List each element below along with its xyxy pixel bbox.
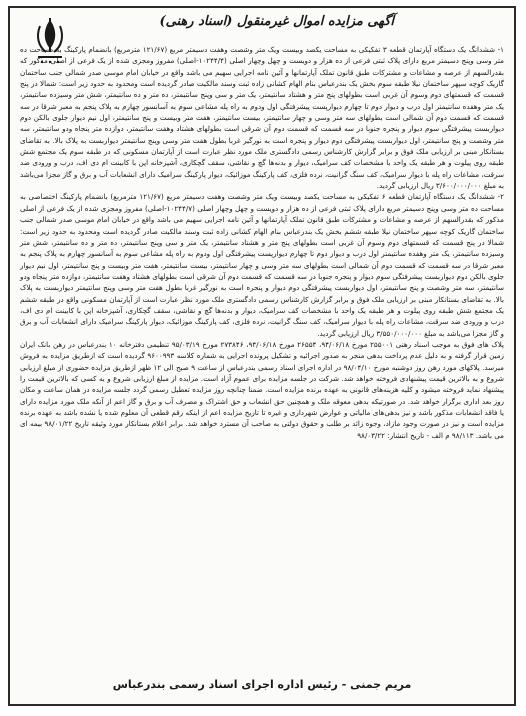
signature-line: مریم جمنی - رئیس اداره اجرای اسناد رسمی بندرعباس <box>112 678 412 691</box>
notice-footer <box>20 672 504 698</box>
notice-frame <box>8 6 516 706</box>
notice-header <box>10 8 514 48</box>
notice-body: ۱- ششدانگ یک دستگاه آپارتمان قطعه ۳ تفکیکی به مساحت یکصد وبیست ویک متر وشصت وهفت دسیمتر مربع (۱۲۱/۶۷ مترمربع) بانضمام پارکینگ به مساحت ده متر وسی وپنج دسیمتر مربع دارای پلاک ثبتی فرعی از ده هزار و دویست و چهل وچهار اصلی (۱۰۲۴۴/۴-اصلی) مفروز ومجزی شده از یک فرعی از اصلی مذکور که بقدرالسهم از عرصه و مشاعات و مشترکات طبق قانون تملک آپارتمانها و آئین نامه اجرایی سهیم می باشد واقع در خیابان امام موسی صدر شمالی جنب ساختمان گاریک کوچه سپهر ساختمان نیلا طبقه سوم بخش یک بندرعباس بنام الهام کشانی زاده ثبت وسند مالکیت صادر گردیده است ومحدود به حدود زیر است: شمالا در پنج قسمت که قسمتهای دوم وسوم آن غربی است بطولهای پنج متر و هشتاد سانتیمتر، یک متر و سی وپنج سانتیمتر، ده متر و ده سانتیمتر، شش متر وسیزده سانتیمتر، یک متر وهفده سانتیمتر اول درب و دیوار دوم تا چهارم دیوارپست پیشرفتگی اول ودوم به راه پله مشاعی سوم به آسانسور چهارم به پلاک پنجم به معبر شرقا در سه قسمت که قسمت دوم آن شمالی است بطولهای سه متر وسی و چهار سانتیمتر، بیست سانتیمتر، هفت متر وبیست و پنج سانتیمتر، اول نیم دیوار جلوی بالکن دوم دیواربست پیشرفتگی سوم دیوار و پنجره جنوبا در سه قسمت که قسمت دوم آن شرقی است بطولهای هشتاد وهفت سانتیمتر، دوازده متر پنجاه ودو سانتیمتر، سه متر وشصت و پنج سانتیمتر، اول دیواربست پیشرفتگی دوم دیوار و پنجره است به نورگیر غربا بطول هفت متر وسی وپنج سانتیمتر دیواربست به پلاک بالا. به تقاضای بستانکار مبنی بر ارزیابی ملک فوق و برابر گزارش کارشناس رسمی دادگستری ملک مورد نظر عبارت است از آپارتمان مسکونی که در طبقه سوم یک مجتمع شش طبقه روی پیلوت و هر طبقه یک واحد با مشخصات کف سرامیک، دیوار و بدنه‌ها گچ و نقاشی، سقف گچکاری، آشپزخانه اپن با کابینت ام دی اف، درب و ورودی ضد سرقت، مشاعات راه پله با دیوار سرامیک، کف سنگ گرانیت، نرده فلزی، کف پارکینگ موزائیک، دیوار پارکینگ سرامیک دارای انشعابات آب و برق و گاز مجزا می‌باشد به مبلغ ۳/۶۰۰/۰۰۰/۰۰۰ ریال ارزیابی گردید. ۲- ششدانگ یک دستگاه آپارتمان قطعه ۶ تفکیکی به مساحت یکصد وبیست ویک متر وشصت وهفت دسیمتر مربع (۱۲۱/۶۷ مترمربع) بانضمام پارکینگ اختصاصی به مساحت ده متر وسی وپنج دسیمتر مربع دارای پلاک ثبتی فرعی از ده هزار و دویست و چهل وچهار اصلی (۱۰۲۴۴/۷-اصلی) مفروز ومجزی شده از یک فرعی از اصلی مذکور که بقدرالسهم از عرصه و مشاعات و مشترکات طبق قانون تملک آپارتمانها و آئین نامه اجرایی سهیم می باشد واقع در خیابان امام موسی صدر شمالی جنب ساختمان گاریک کوچه سپهر ساختمان نیلا طبقه ششم بخش یک بندرعباس بنام الهام کشانی زاده ثبت وسند مالکیت صادر گردیده است ومحدود به حدود زیر است: شمالا در پنج قسمت که قسمتهای دوم وسوم آن غربی است بطولهای پنج متر و هشتاد سانتیمتر، یک متر و سی وپنج سانتیمتر، ده متر و ده سانتیمتر، شش متر وسیزده سانتیمتر، یک متر وهفده سانتیمتر اول درب و دیوار دوم تا چهارم دیوارپست پیشرفتگی اول ودوم به راه پله مشاعی سوم به آسانسور چهارم به پلاک پنجم به معبر شرقا در سه قسمت که قسمت دوم آن شمالی است بطولهای سه متر وسی و چهار سانتیمتر، بیست سانتیمتر، هفت متر وبیست و پنج سانتیمتر، اول نیم دیوار جلوی بالکن دوم دیواربست پیشرفتگی سوم دیوار و پنجره جنوبا در سه قسمت که قسمت دوم آن شرقی است بطولهای هشتاد وهفت سانتیمتر، دوازده متر پنجاه ودو سانتیمتر، سه متر وشصت و پنج سانتیمتر، اول دیواربست پیشرفتگی دوم دیوار و پنجره است به نورگیر غربا بطول هفت متر وسی وپنج سانتیمتر دیواربست به پلاک بالا. به تقاضای بستانکار مبنی بر ارزیابی ملک فوق و برابر گزارش کارشناس رسمی دادگستری ملک مورد نظر عبارت است از آپارتمان مسکونی واقع در طبقه ششم یک مجتمع شش طبقه روی پیلوت و هر طبقه یک واحد با مشخصات کف سرامیک، دیوار و بدنه‌ها گچ و نقاشی، سقف گچکاری، آشپزخانه اپن با کابینت ام دی اف، درب و ورودی ضد سرقت، مشاعات راه پله با دیوار سرامیک، کف سنگ گرانیت، نرده فلزی، کف پارکینگ موزائیک، دیوار پارکینگ سرامیک دارای انشعابات آب و برق و گاز مجزا می‌باشد به مبلغ ۳/۵۵۰/۰۰۰/۰۰۰ ریال ارزیابی گردید. پلاک های فوق به موجب اسناد رهنی ۲۵۵۰۰۱ مورخ ۹۴/۰۶/۱۸، ۲۶۵۵۴ مورخ ۹۴/۰۶/۱۸، ۲۷۳۸۴۶ مورخ ۹۵/۰۳/۱۹ تنظیمی دفترخانه ۱۰ بندرعباس در رهن بانک ایران زمین قرار گرفته و به دلیل عدم پرداخت بدهی منجر به صدور اجرائیه و تشکیل پرونده اجرایی به شماره کلاسه ۹۶۰۰۹۹۳ گردیده است که ازطریق مزایده به فروش میرسد. پلاکهای مورد رهن روز دوشنبه مورخ ۹۸/۰۴/۱۰ در اداره اجرای اسناد رسمی بندرعباس از ساعت ۹ صبح الی ۱۲ ظهر ازطریق مزایده حضوری از مبلغ ارزیابی شروع و به بالاترین قیمت پیشنهادی فروخته خواهد شد. شرکت در جلسه مزایده برای عموم آزاد است. مزایده از مبلغ ارزیابی شروع و به کسی که بالاترین قیمت را پیشنهاد نماید فروخته میشود و کلیه هزینه‌های قانونی به عهده برنده مزایده است. ضمنا چنانچه روز مزایده تعطیل رسمی گردد جلسه مزایده در همان ساعت و مکان روز بعد اداری برگزار خواهد شد. در صورتیکه بدهی معوقه ملک و همچنین حق انشعاب و حق اشتراک و مصرف آب و برق و گاز اعم از آنکه ملک مورد مزایده دارای یا فاقد انشعابات مذکور باشد و نیز بدهی‌های مالیاتی و عوارض شهرداری و غیره تا تاریخ مزایده اعم از اینکه رقم قطعی آن معلوم شده یا نشده باشد به عهده برنده مزایده است و نیز در صورت وجود مازاد، وجوه زائد بر طلب و حقوق دولتی به صاحب آن مسترد خواهد شد. برابر اعلام بستانکار مورد وثیقه تاریخ ۹۸/۰۱/۲۲ بیمه ای می باشد. ۹۸/۱۱۳ م الف - تاریخ انتشار: ۹۸/۰۳/۲۲ <box>20 45 505 440</box>
notice-title: آگهی مزایده اموال غیرمنقول (اسناد رهنی) <box>159 14 394 29</box>
